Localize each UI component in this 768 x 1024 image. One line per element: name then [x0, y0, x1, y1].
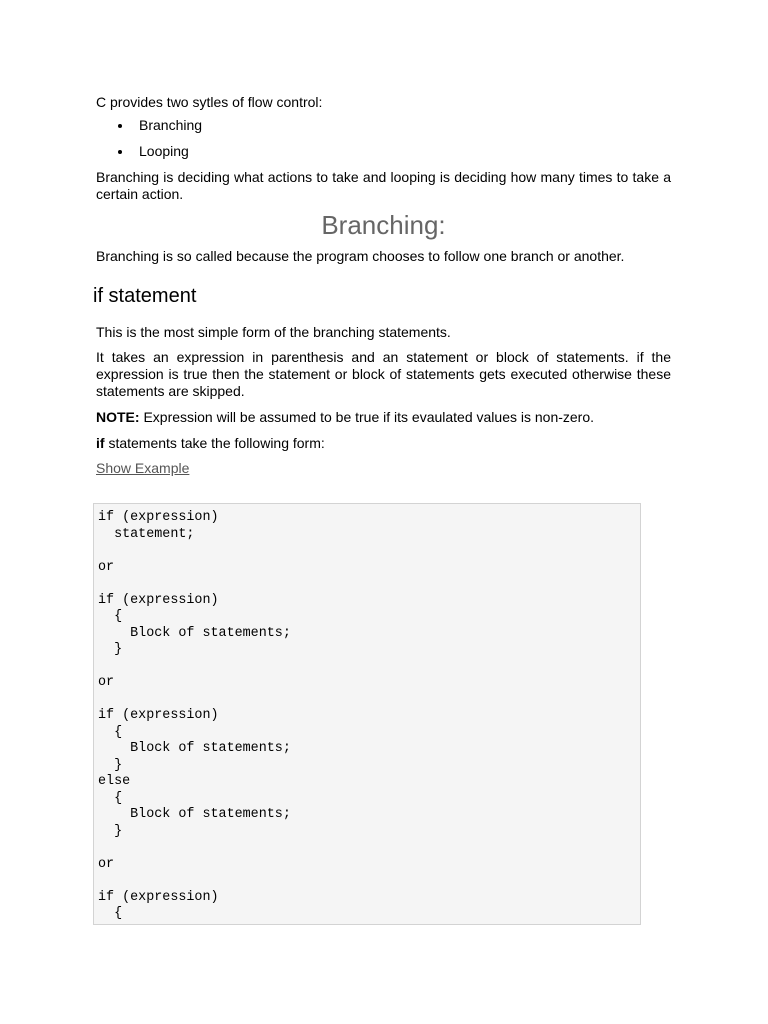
flow-control-list — [96, 117, 671, 160]
if-paragraph-1: This is the most simple form of the branching statements. — [96, 324, 451, 340]
list-item-label: Branching — [139, 117, 203, 133]
form-text: statements take the following form: — [104, 435, 325, 451]
form-keyword: if — [96, 435, 105, 451]
list-item — [96, 117, 671, 134]
document-body — [93, 94, 671, 485]
code-block: if (expression) statement; or if (expression) { Block of statements; } or if (expression) { Block of statements; } else { Block of statements; } or if (expression) { — [98, 510, 291, 921]
form-paragraph — [96, 435, 671, 452]
if-paragraph-2: It takes an expression in parenthesis and an statement or block of statements. if the expression is true then the statement or block of statements gets executed otherwise these statements are skipped. — [96, 349, 671, 399]
intro-text: C provides two sytles of flow control: — [96, 94, 323, 110]
note-label: NOTE: — [96, 409, 140, 425]
code-example-box — [93, 503, 641, 925]
bullet-icon — [118, 150, 122, 154]
note-text: Expression will be assumed to be true if its evaulated values is non-zero. — [139, 409, 595, 425]
note-paragraph — [96, 409, 671, 426]
branching-heading: Branching: — [321, 210, 446, 240]
branching-description: Branching is so called because the program chooses to follow one branch or another. — [96, 248, 625, 264]
bullet-icon — [118, 124, 122, 128]
list-item-label: Looping — [139, 143, 189, 159]
intro-summary: Branching is deciding what actions to take and looping is deciding how many times to take a certain action. — [96, 169, 671, 202]
list-item — [96, 143, 671, 160]
if-statement-heading: if statement — [93, 285, 197, 307]
show-example-link[interactable]: Show Example — [96, 460, 190, 476]
